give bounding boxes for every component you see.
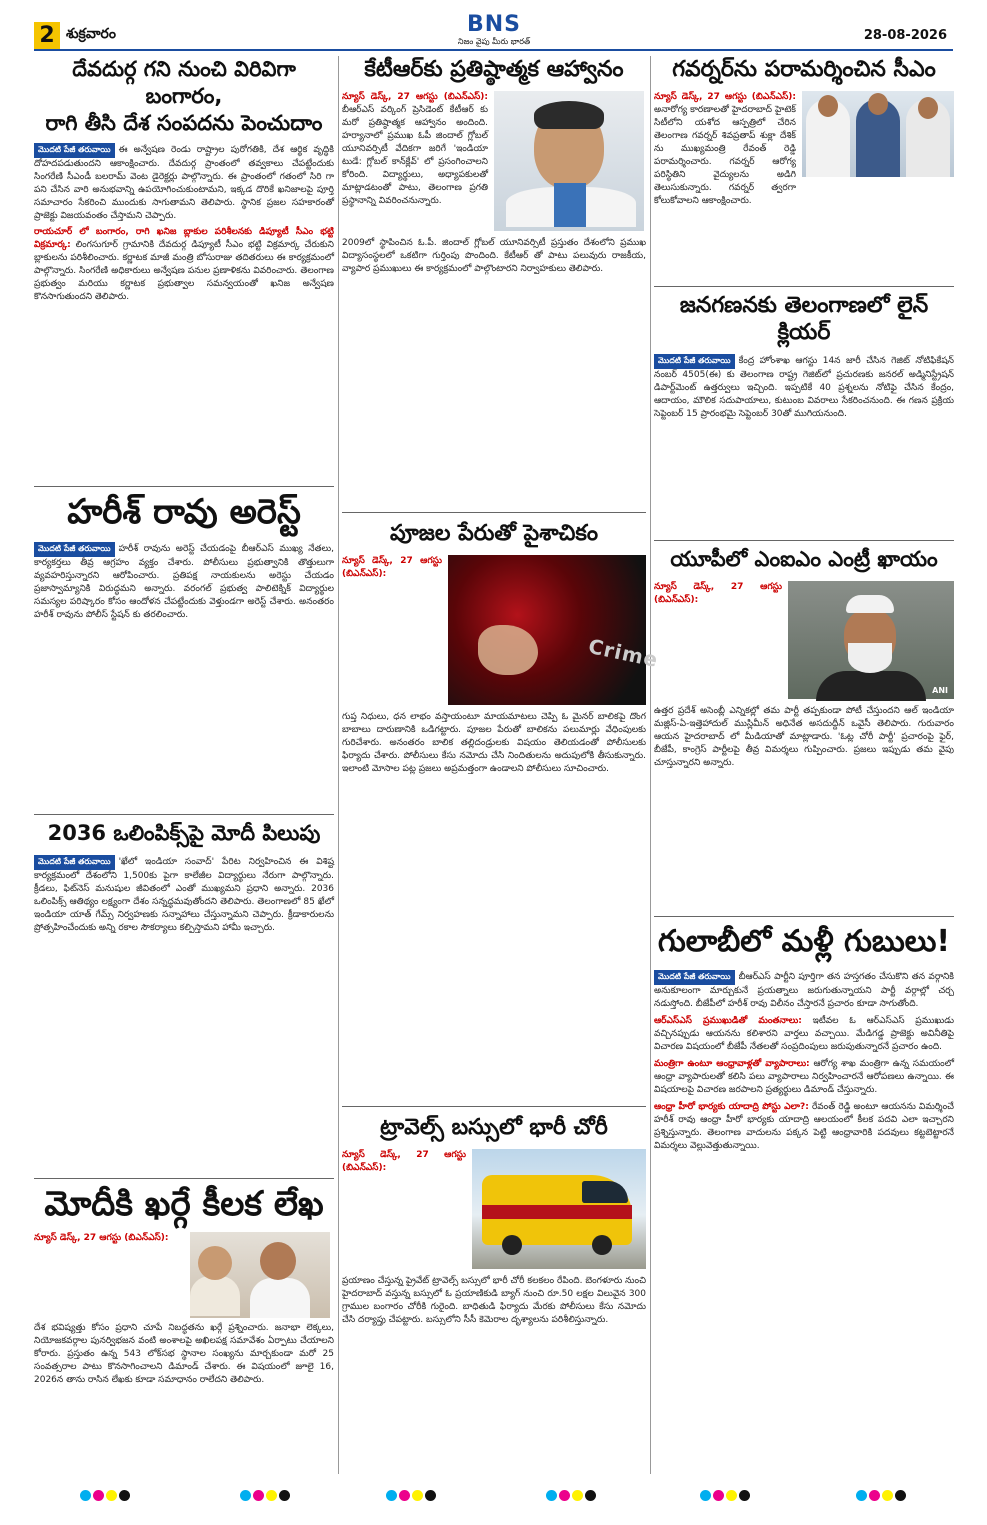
logo-mark: BNS [466, 12, 522, 37]
story-gulabi[interactable] [654, 922, 954, 1474]
headline: గులాబీలో మళ్లీ గుబులు! [657, 924, 951, 959]
modi-kharge-photo [190, 1232, 330, 1318]
headline: పూజల పేరుతో పైశాచికం [389, 521, 599, 546]
story-ktr-invite[interactable] [342, 56, 646, 508]
dateline: న్యూస్ డెస్క్, 27 ఆగస్టు (బిఎన్ఎస్): [654, 92, 796, 102]
crime-label: Crime [586, 633, 661, 673]
story-harish-arrest[interactable] [34, 492, 334, 810]
body-text: కేంద్ర హోంశాఖ ఆగస్టు 14న జారీ చేసిన గెజిట్ నోటిఫికేషన్ నంబర్ 4505(ఈ) కు తెలంగాణ రాష్ట్ర గెజిట్‌లో ప్రచురణకు జనరల్ అడ్మినిస్ట్రేషన్ డిపార్ట్‌మెంట్ ఉత్తర్వులు ఇచ్చింది. ఇప్పటికే 40 ప్రశ్నలను నోటిఫై చేసిన కేంద్రం, ఆదాయం, మౌలిక సదుపాయాలు, కుటుంబ వివరాలు సేకరించనుంది. ఈ గణన ప్రక్రియ సెప్టెంబర్ 15 ప్రారంభమై సెప్టెంబర్ 30తో ముగియనుంది. [654, 356, 954, 419]
story-divider [342, 512, 646, 513]
issue-date: 28-08-2026 [863, 28, 947, 43]
story-body [654, 1015, 954, 1054]
registration-dots [80, 1486, 152, 1498]
body-text: ప్రయాణం చేస్తున్న ప్రైవేట్ ట్రావెల్స్ బస్సులో భారీ చోరీ కలకలం రేపింది. బెంగళూరు నుంచి హైదరాబాద్ వస్తున్న బస్సులో ఓ ప్రయాణికుడి బ్యాగ్ నుంచి రూ.50 లక్షల విలువైన 300 గ్రాముల బంగారం చోరీకి గురైంది. బాధితుడి ఫిర్యాదు మేరకు పోలీసులు కేసు నమోదు చేసి దర్యాప్తు చేపట్టారు. బస్సులోని సీసీ కెమెరాల దృశ్యాలను పరిశీలిస్తున్నారు. [342, 1276, 646, 1325]
dateline: న్యూస్ డెస్క్, 27 ఆగస్టు (బిఎన్ఎస్): [34, 1233, 169, 1243]
story-travels-theft[interactable] [342, 1114, 646, 1474]
masthead [0, 0, 987, 50]
body-text: గుప్త నిధులు, ధన లాభం వస్తాయంటూ మాయమాటలు చెప్పి ఓ మైనర్ బాలికపై దొంగ బాబాలు దారుణానికి ఒడిగట్టారు. పూజల పేరుతో బాలికను పలుమార్లు వేధింపులకు గురిచేశారు. అనంతరం బాలిక తల్లిదండ్రులకు విషయం తెలియడంతో పోలీసులకు ఫిర్యాదు చేశారు. పోలీసులు కేసు నమోదు చేసి నిందితులను అదుపులోకి తీసుకున్నారు. ఇలాంటి మోసాల పట్ల ప్రజలు అప్రమత్తంగా ఉండాలని పోలీసులు సూచించారు. [342, 712, 646, 774]
registration-dots [856, 1486, 928, 1498]
byline: మొదటి పేజీ తరువాయి [654, 970, 735, 985]
body-text: ఈ అన్వేషణ రెండు రాష్ట్రాల పురోగతికి, దేశ ఆర్థిక వృద్ధికి దోహదపడుతుందని ఆకాంక్షించారు. దేవదుర్గ ప్రాంతంలో తవ్వకాలు చేపట్టేందుకు సింగరేణి సీఎండీ బలరామ్ వెంట డైరెక్టర్లు పాల్గొన్నారు. ఈ ప్రాంతంలో గతంలో సిరి గా పని చేసిన వారి అనుభవాన్ని ఉపయోగించుకుంటామని, ఇక్కడ దొరికే ఖనిజాలపై పూర్తి సమాచారం సేకరించి ముందుకు సాగుతామని తెలిపారు. స్థానిక ప్రజల సహకారంతో ప్రాజెక్టు విజయవంతం చేస్తామని చెప్పారు. [34, 145, 334, 221]
headline: గవర్నర్‌ను పరామర్శించిన సీఎం [672, 57, 936, 82]
cm-visit-photo [802, 91, 954, 177]
headline: రాగి తీసి దేశ సంపదను పెంచుదాం [45, 111, 323, 135]
subhead: రాయచూర్ లో బంగారం, రాగి ఖనిజ బ్లాకుల పరిశీలనకు డిప్యూటీ సీఎం భట్టి విక్రమార్క: [34, 227, 334, 250]
logo-tagline: నిజం వైపు మీరు భారత్ [457, 37, 531, 46]
column-divider [650, 56, 651, 1474]
story-divider [654, 286, 954, 287]
bus-photo [472, 1149, 646, 1269]
body-text: హరీశ్ రావును అరెస్ట్ చేయడంపై బీఆర్ఎస్ ముఖ్య నేతలు, కార్యకర్తలు తీవ్ర ఆగ్రహం వ్యక్తం చేశారు. పోలీసులు ప్రభుత్వానికి తొత్తులుగా వ్యవహరిస్తున్నారని ఆరోపించారు. ప్రతిపక్ష నాయకులను అరెస్టు చేయడం ప్రజాస్వామ్యానికి విరుద్ధమని అన్నారు. వరంగల్ ప్రభుత్వ పాలిటెక్నిక్ విద్యార్థుల సమస్యల పరిష్కారం కోసం ఆందోళన చేపట్టేందుకు వెళ్తుండగా అరెస్ట్ చేశారు. అనంతరం హరీశ్ రావును పోలీస్ స్టేషన్ కు తరలించారు. [34, 544, 334, 620]
weekday: శుక్రవారం [66, 26, 116, 42]
story-body [342, 1149, 466, 1269]
story-census[interactable] [654, 292, 954, 536]
subhead: ఆంధ్రా హీరో భార్యకు యాదాద్రి పోస్టు ఎలా?: [654, 1102, 809, 1112]
story-body [34, 542, 334, 622]
column-divider [338, 56, 339, 1474]
byline: మొదటి పేజీ తరువాయి [34, 855, 115, 870]
header-divider [34, 49, 953, 51]
story-governor[interactable] [654, 56, 954, 282]
body-text: బీఆర్ఎస్ పార్టీని పూర్తిగా తన హస్తగతం చేసుకొని తన వర్గానికి అనుకూలంగా మార్చుకునే ప్రయత్నాలు జరుగుతున్నాయని పార్టీ వర్గాల్లో చర్చ నడుస్తోంది. బీజేపీలో హరీశ్ రావు విలీనం చేస్తారనే ప్రచారం కూడా సాగుతోంది. [654, 972, 954, 1009]
page-number: 2 [34, 22, 60, 50]
column-right [654, 56, 954, 1474]
story-divider [34, 814, 334, 815]
registration-dots [546, 1486, 618, 1498]
story-body [654, 91, 796, 208]
dateline: న్యూస్ డెస్క్, 27 ఆగస్టు (బిఎన్ఎస్): [654, 582, 782, 605]
story-kharge-letter[interactable] [34, 1184, 334, 1474]
column-left [34, 56, 334, 1474]
story-body [34, 1232, 184, 1318]
body-text: ఇటీవల ఓ ఆర్ఎస్ఎస్ ప్రముఖుడు వచ్చినప్పుడు ఆయనను కలిశారని వార్తలు వచ్చాయి. మేడిగడ్డ ప్రాజెక్టు అవినీతిపై విచారణ విషయంలో బీజేపీ నేతలతో సంప్రదింపులు జరుపుతున్నారనే ప్రచారం ఉంది. [654, 1016, 954, 1052]
body-text: ఉత్తర ప్రదేశ్ అసెంబ్లీ ఎన్నికల్లో తమ పార్టీ తప్పకుండా పోటీ చేస్తుందని ఆల్ ఇండియా మజ్లిస్-ఏ-ఇత్తెహాదుల్ ముస్లిమీన్ అధినేత అసదుద్దీన్ ఒవైసీ తెలిపారు. గురువారం ఆయన హైదరాబాద్ లో మీడియాతో మాట్లాడారు. 'ఓట్ల చోరీ పార్టీ' ప్రచారంపై ఫైర్, బీజేపీ, కాంగ్రెస్ పార్టీలపై తీవ్ర విమర్శలు గుప్పించారు. ప్రజలు ఇప్పుడు తమ వైపు చూస్తున్నారని అన్నారు. [654, 706, 954, 768]
headline: ట్రావెల్స్ బస్సులో భారీ చోరీ [380, 1115, 608, 1140]
story-olympics[interactable] [34, 820, 334, 1174]
subhead: ఆర్ఎస్ఎస్ ప్రముఖుడితో మంతనాలు: [654, 1016, 802, 1026]
byline: మొదటి పేజీ తరువాయి [34, 143, 115, 158]
story-body [654, 970, 954, 1011]
body-text: 2009లో స్థాపించిన ఓ.పీ. జిందాల్ గ్లోబల్ యూనివర్సిటీ ప్రస్తుతం దేశంలోని ప్రముఖ విద్యాసంస్థలలో ఒకటిగా గుర్తింపు పొందింది. కేటీఆర్ తో పాటు పలువురు రాజకీయ, వ్యాపార ప్రముఖులు ఈ కార్యక్రమంలో పాల్గొంటారని నిర్వాహకులు తెలిపారు. [342, 238, 646, 274]
ani-credit: ANI [932, 686, 948, 695]
ktr-photo [494, 91, 644, 231]
body-text: అనారోగ్య కారణాలతో హైదరాబాద్ హైటెక్ సిటీలోని యశోద ఆస్పత్రిలో చేరిన తెలంగాణ గవర్నర్ శివప్రతాప్ శుక్లా దేశిక్ ను ముఖ్యమంత్రి రేవంత్ రెడ్డి పరామర్శించారు. గవర్నర్ ఆరోగ్య పరిస్థితిని వైద్యులను అడిగి తెలుసుకున్నారు. గవర్నర్ త్వరగా కోలుకోవాలని ఆకాంక్షించారు. [654, 105, 796, 206]
bns-logo[interactable] [432, 14, 556, 48]
headline: యూపీలో ఎంఐఎం ఎంట్రీ ఖాయం [670, 547, 938, 571]
headline: హరీశ్ రావు అరెస్ట్ [67, 492, 301, 532]
dateline: న్యూస్ డెస్క్, 27 ఆగస్టు (బిఎన్ఎస్): [342, 556, 442, 579]
print-registration-marks [0, 1486, 987, 1506]
body-text: లింగసుగూర్ గ్రామానికి దేవదుర్గ డిప్యూటీ సీఎం భట్టి విక్రమార్క చేరుకుని బ్లాకులను పరిశీలించారు. కర్ణాటక మాజీ మంత్రి బోసురాజు తదితరులు ఈ కార్యక్రమంలో పాల్గొన్నారు. సింగరేణి అధికారులు అన్వేషణ పనుల ప్రణాళికను వివరించారు. తెలంగాణ ప్రభుత్వం మరియు కర్ణాటక ప్రభుత్వాల సమన్వయంతో ఖనిజ అన్వేషణ కొనసాగుతుందని తెలిపారు. [34, 240, 334, 302]
registration-dots [240, 1486, 312, 1498]
story-body [342, 91, 488, 231]
subhead: మంత్రిగా ఉంటూ ఆంధ్రావాళ్లతో వ్యాపారాలు: [654, 1059, 810, 1069]
story-body [34, 143, 334, 223]
byline: మొదటి పేజీ తరువాయి [654, 354, 735, 369]
byline: మొదటి పేజీ తరువాయి [34, 542, 115, 557]
story-pujalu[interactable] [342, 520, 661, 1102]
body-text: రేవంత్ రెడ్డి అంటూ ఆయనను విమర్శించే హరీశ్ రావు ఆంధ్రా హీరో భార్యకు యాదాద్రి ఆలయంలో కీలక పదవి ఎలా ఇచ్చారని ప్రశ్నిస్తున్నారు. తెలంగాణ వాదులను పక్కన పెట్టి ఆంధ్రావారికి పదవులు కట్టబెట్టారనే విమర్శలు వెల్లువెత్తుతున్నాయి. [654, 1102, 954, 1151]
owaisi-photo [788, 581, 954, 699]
story-body [654, 354, 954, 421]
registration-dots [700, 1486, 772, 1498]
story-body [654, 1058, 954, 1097]
column-middle [342, 56, 661, 1474]
story-divider [34, 1178, 334, 1179]
dateline: న్యూస్ డెస్క్, 27 ఆగస్టు (బిఎన్ఎస్): [342, 92, 488, 102]
story-body [34, 855, 334, 935]
dateline: న్యూస్ డెస్క్, 27 ఆగస్టు (బిఎన్ఎస్): [342, 1150, 466, 1173]
body-text: 'ఖేలో ఇండియా సంవాద్' పేరిట నిర్వహించిన ఈ విశిష్ట కార్యక్రమంలో దేశంలోని 1,500కు పైగా కాలేజీల విద్యార్థులు నేరుగా పాల్గొన్నారు. క్రీడలు, ఫిట్‌నెస్ మనుషుల జీవితంలో ఎంతో ముఖ్యమని ప్రధాని అన్నారు. 2036 ఒలింపిక్స్ ఆతిథ్యం లక్ష్యంగా దేశం సన్నద్ధమవుతోందని తెలిపారు. తెలంగాణలో 85 ఖేలో ఇండియా యాత్ గేమ్స్ నిర్వహణకు సన్నాహాలు చేస్తున్నామని చెప్పారు. క్రీడాకారులను ప్రోత్సహించేందుకు అన్ని రకాల సౌకర్యాలు కల్పిస్తామని హామీ ఇచ్చారు. [34, 857, 334, 933]
story-divider [654, 540, 954, 541]
registration-dots [386, 1486, 458, 1498]
crime-photo [448, 555, 661, 705]
body-text: ఆరోగ్య శాఖ మంత్రిగా ఉన్న సమయంలో ఆంధ్రా వ్యాపారులతో కలిసి పలు వ్యాపారాలు నిర్వహించారనే ఆరోపణలు ఉన్నాయి. ఈ విషయాలపై విచారణ జరపాలని ప్రత్యర్థులు డిమాండ్ చేస్తున్నారు. [654, 1059, 954, 1095]
story-mim-up[interactable] [654, 546, 954, 912]
headline: దేవదుర్గ గని నుంచి విరివిగా బంగారం, [72, 57, 296, 108]
body-text: దేశ భవిష్యత్తు కోసం ప్రధాని చూపే నిబద్ధతను ఖర్గే ప్రశ్నించారు. జనాభా లెక్కలు, నియోజకవర్గాల పునర్విభజన వంటి అంశాలపై అఖిలపక్ష సమావేశం ఏర్పాటు చేయాలని కోరారు. ప్రస్తుతం ఉన్న 543 లోక్‌సభ స్థానాల సంఖ్యను మార్చకుండా మరో 25 సంవత్సరాల పాటు కొనసాగించాలని డిమాండ్ చేశారు. ఈ విషయంలో జూలై 16, 2026న తాను రాసిన లేఖకు కూడా సమాధానం రాలేదని తెలిపారు. [34, 1323, 334, 1385]
story-body [342, 555, 442, 705]
story-divider [654, 916, 954, 917]
story-body [654, 1101, 954, 1153]
headline: మోదీకి ఖర్గే కీలక లేఖ [44, 1184, 324, 1224]
story-divider [34, 486, 334, 487]
body-text: బీఆర్ఎస్ వర్కింగ్ ప్రెసిడెంట్ కేటీఆర్ కు మరో ప్రతిష్ఠాత్మక ఆహ్వానం అందింది. హర్యానాలో ప్రముఖ ఓపీ జిందాల్ గ్లోబల్ యూనివర్సిటీ వేదికగా జరిగే 'ఇండియా టుడే: గ్లోబల్ కాన్‌క్లేవ్' లో ప్రసంగించాలని కోరింది. విద్యార్థులు, అధ్యాపకులతో మాట్లాడటంతో పాటు, తెలంగాణ ప్రగతి ప్రస్థానాన్ని వివరించనున్నారు. [342, 105, 488, 206]
story-body [654, 581, 782, 699]
story-divider [342, 1106, 646, 1107]
headline: జనగణనకు తెలంగాణలో లైన్ క్లియర్ [679, 293, 929, 345]
headline: కేటీఆర్‌కు ప్రతిష్ఠాత్మక ఆహ్వానం [364, 57, 624, 82]
story-devadurga[interactable] [34, 56, 334, 482]
story-body [34, 226, 334, 304]
headline: 2036 ఒలింపిక్స్‌పై మోదీ పిలుపు [47, 821, 321, 845]
